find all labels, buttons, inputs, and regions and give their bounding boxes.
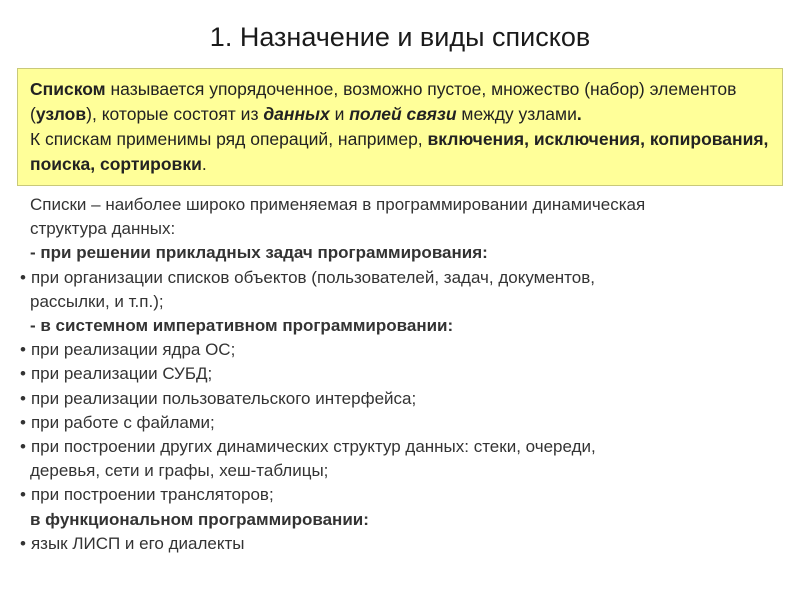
definition-period: . — [576, 104, 582, 124]
section-heading: - в системном императивном программировании: — [30, 316, 454, 336]
bullet-continuation: рассылки, и т.п.); — [30, 291, 164, 311]
bullet-item: • при реализации СУБД; — [20, 362, 790, 386]
term-nodes: узлов — [35, 104, 87, 124]
applications-text — [20, 193, 790, 556]
operations-list: включения, исключения, копирования, поиска, сортировки — [30, 129, 769, 174]
term-list: Списком — [30, 79, 106, 99]
bullet-item: • при построении других динамических структур данных: стеки, очереди, — [20, 435, 790, 459]
bullet-item: • при построении трансляторов; — [20, 483, 790, 507]
slide-title: 1. Назначение и виды списков — [209, 22, 591, 52]
definition-text: называется упорядоченное, возможно пустое, множество (набор) элементов ( — [30, 79, 737, 124]
intro-line: Списки – наиболее широко применяемая в программировании динамическая — [30, 195, 646, 214]
bullet-item: • при реализации пользовательского интерфейса; — [20, 387, 790, 411]
definition-box — [17, 68, 783, 186]
term-data: данных — [263, 104, 330, 124]
bullet-item: • при реализации ядра ОС; — [20, 338, 790, 362]
bullet-item: • при организации списков объектов (пользователей, задач, документов, — [20, 266, 790, 290]
bullet-item: • язык ЛИСП и его диалекты — [20, 532, 790, 556]
operations-text: К спискам применимы ряд операций, например, — [30, 129, 428, 149]
section-heading: в функциональном программировании: — [30, 509, 369, 529]
definition-text: между узлами — [456, 104, 577, 124]
intro-line: структура данных: — [30, 219, 176, 239]
definition-text: и — [329, 104, 350, 124]
definition-text: ), которые состоят из — [86, 104, 264, 124]
operations-period: . — [201, 154, 207, 174]
bullet-item: • при работе с файлами; — [20, 411, 790, 435]
term-link-fields: полей связи — [349, 104, 457, 124]
section-heading: - при решении прикладных задач программирования: — [30, 243, 488, 263]
operations-paragraph — [30, 127, 774, 177]
bullet-continuation: деревья, сети и графы, хеш-таблицы; — [30, 461, 329, 481]
definition-paragraph — [30, 77, 774, 127]
